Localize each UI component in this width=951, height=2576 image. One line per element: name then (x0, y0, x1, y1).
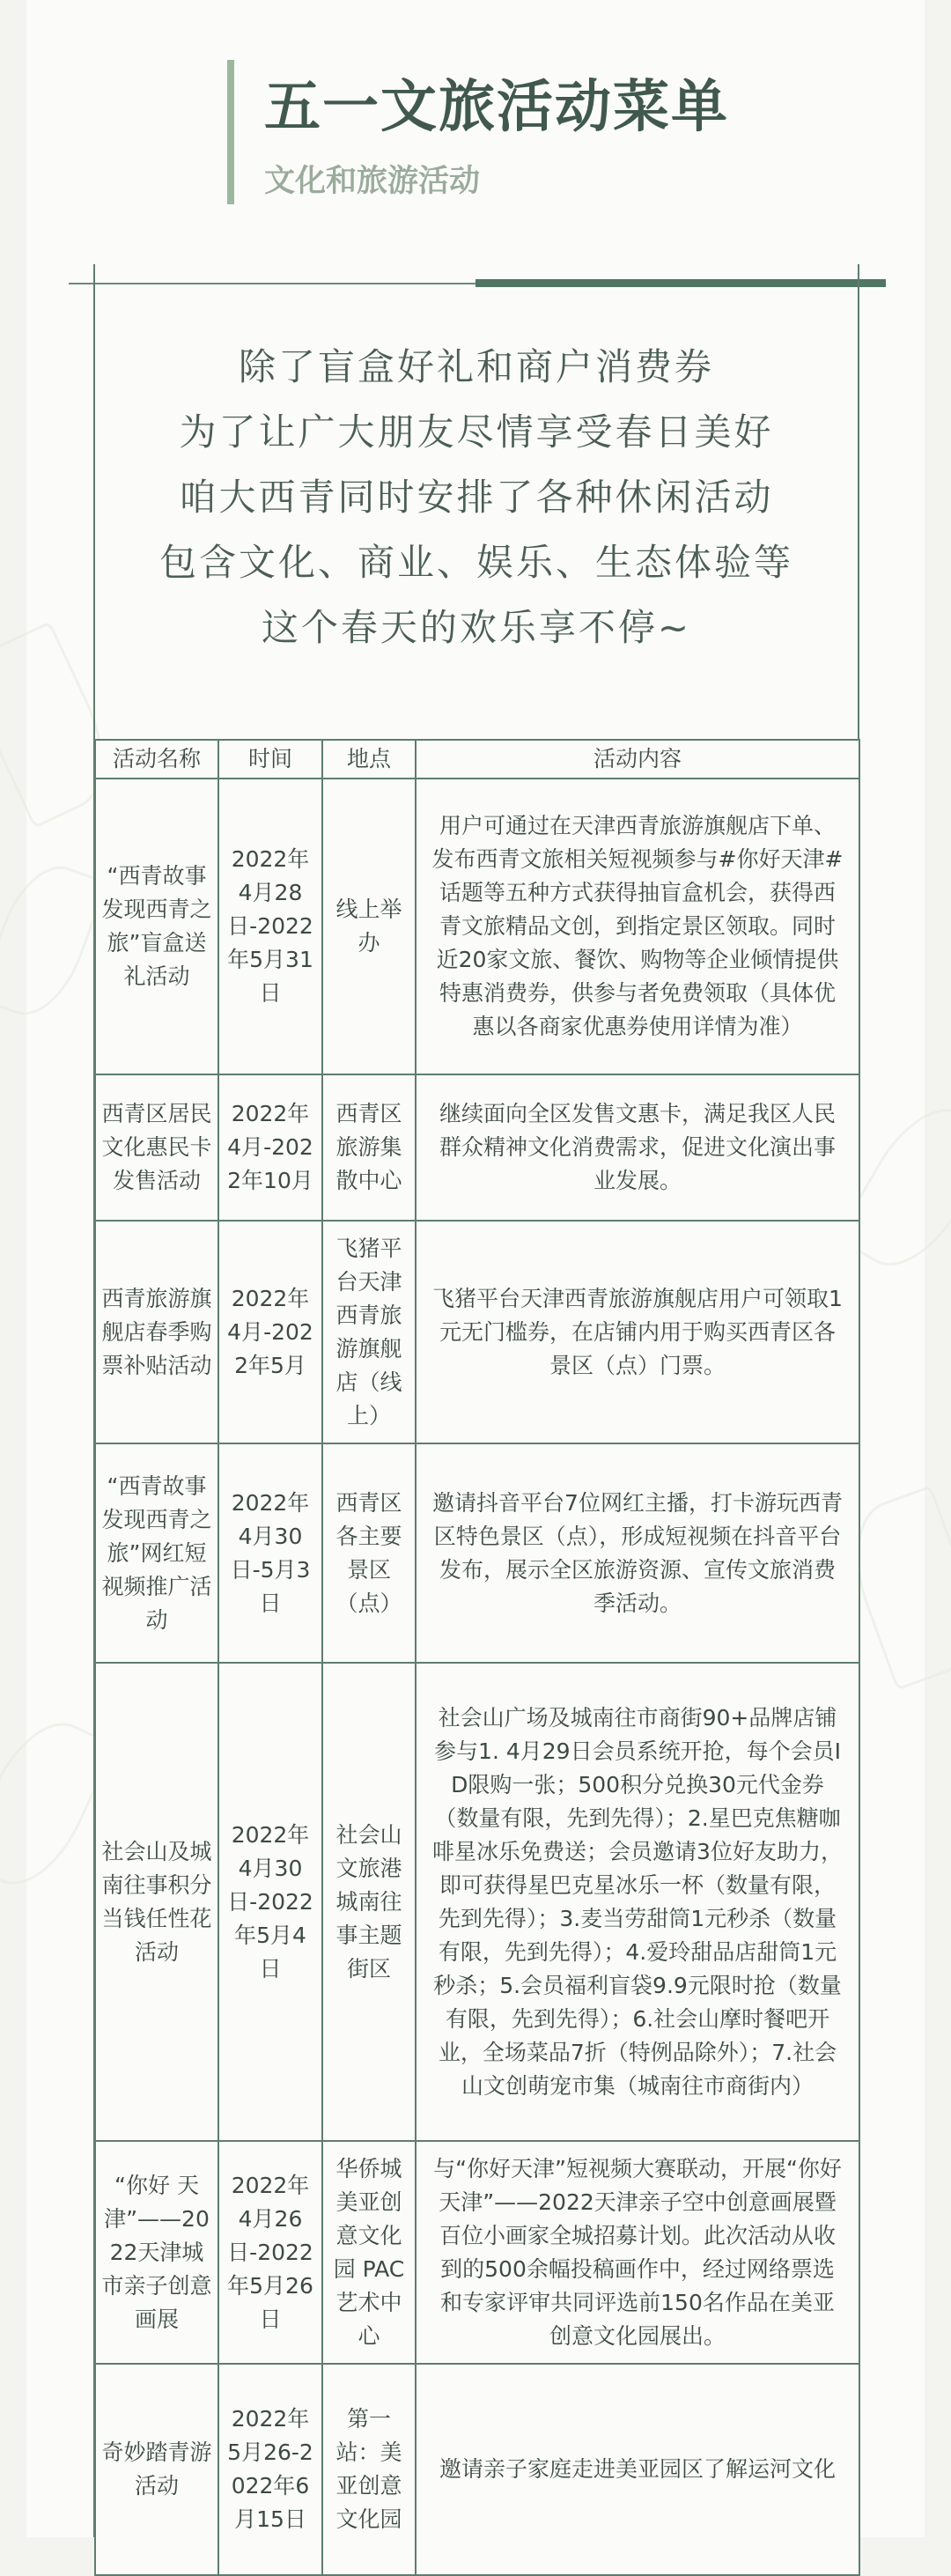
event-content-cell: 邀请亲子家庭走进美亚园区了解运河文化 (416, 2364, 859, 2575)
column-header-time: 时间 (218, 740, 322, 779)
table-header-row (95, 740, 859, 779)
event-name-cell: 奇妙踏青游活动 (95, 2364, 218, 2575)
event-time-cell: 2022年4月28日-2022年5月31日 (218, 779, 322, 1074)
event-place-cell: 社会山文旅港城南往事主题街区 (322, 1663, 416, 2141)
page-subtitle: 文化和旅游活动 (264, 164, 481, 199)
event-content-cell: 用户可通过在天津西青旅游旗舰店下单、发布西青文旅相关短视频参与#你好天津#话题等五种方式获得抽盲盒机会，获得西青文旅精品文创，到指定景区领取。同时近20家文旅、餐饮、购物等企业倾情提供特惠消费券，供参与者免费领取（具体优惠以各商家优惠券使用详情为准） (416, 779, 859, 1074)
event-place-cell: 华侨城美亚创意文化园 PAC艺术中心 (322, 2141, 416, 2364)
event-name-cell: 西青旅游旗舰店春季购票补贴活动 (95, 1221, 218, 1443)
table-row (95, 1074, 859, 1221)
title-accent-bar (227, 60, 234, 204)
table-row (95, 1443, 859, 1663)
table-row (95, 1663, 859, 2141)
table-row (95, 779, 859, 1074)
event-time-cell: 2022年4月-2022年10月 (218, 1074, 322, 1221)
event-name-cell: 社会山及城南往事积分当钱任性花活动 (95, 1663, 218, 2141)
event-name-cell: 西青区居民文化惠民卡发售活动 (95, 1074, 218, 1221)
event-place-cell: 西青区各主要景区（点） (322, 1443, 416, 1663)
event-name-cell: “西青故事 发现西青之旅”网红短视频推广活动 (95, 1443, 218, 1663)
intro-text (95, 335, 858, 661)
event-time-cell: 2022年5月26-2022年6月15日 (218, 2364, 322, 2575)
table-row (95, 2364, 859, 2575)
column-header-place: 地点 (322, 740, 416, 779)
leaf-decoration (0, 853, 108, 1028)
event-name-cell: “西青故事 发现西青之旅”盲盒送礼活动 (95, 779, 218, 1074)
intro-line: 咱大西青同时安排了各种休闲活动 (179, 476, 774, 519)
event-place-cell: 西青区旅游集散中心 (322, 1074, 416, 1221)
intro-line: 为了让广大朋友尽情享受春日美好 (179, 410, 774, 454)
intro-line: 这个春天的欢乐享不停~ (261, 606, 692, 649)
page-title: 五一文旅活动菜单 (264, 75, 729, 140)
event-content-cell: 与“你好天津”短视频大赛联动，开展“你好天津”——2022天津亲子空中创意画展暨百位小画家全城招募计划。此次活动从收到的500余幅投稿画作中，经过网络票选和专家评审共同评选前150名作品在美亚创意文化园展出。 (416, 2141, 859, 2364)
events-table (94, 739, 860, 2576)
column-header-content: 活动内容 (416, 740, 859, 779)
event-content-cell: 社会山广场及城南往市商街90+品牌店铺参与1. 4月29日会员系统开抢，每个会员ID限购一张；500积分兑换30元代金券（数量有限，先到先得）；2.星巴克焦糖咖啡星冰乐免费送；会员邀请3位好友助力，即可获得星巴克星冰乐一杯（数量有限，先到先得）；3.麦当劳甜筒1元秒杀（数量有限，先到先得）；4.爱玲甜品店甜筒1元秒杀；5.会员福利盲袋9.9元限时抢（数量有限，先到先得）；6.社会山摩时餐吧开业，全场菜品7折（特例品除外）；7.社会山文创萌宠市集（城南往市商街内） (416, 1663, 859, 2141)
event-time-cell: 2022年4月30日-5月3日 (218, 1443, 322, 1663)
event-name-cell: “你好 天津”——2022天津城市亲子创意画展 (95, 2141, 218, 2364)
intro-line: 包含文化、商业、娱乐、生态体验等 (158, 541, 793, 584)
event-content-cell: 飞猪平台天津西青旅游旗舰店用户可领取1元无门槛券，在店铺内用于购买西青区各景区（点）门票。 (416, 1221, 859, 1443)
event-content-cell: 继续面向全区发售文惠卡，满足我区人民群众精神文化消费需求，促进文化演出事业发展。 (416, 1074, 859, 1221)
event-time-cell: 2022年4月26日-2022年5月26日 (218, 2141, 322, 2364)
column-header-name: 活动名称 (95, 740, 218, 779)
intro-line: 除了盲盒好礼和商户消费券 (238, 345, 714, 388)
event-place-cell: 线上举办 (322, 779, 416, 1074)
event-time-cell: 2022年4月-2022年5月 (218, 1221, 322, 1443)
table-row (95, 2141, 859, 2364)
event-time-cell: 2022年4月30日-2022年5月4日 (218, 1663, 322, 2141)
event-place-cell: 飞猪平台天津西青旅游旗舰店（线上） (322, 1221, 416, 1443)
event-place-cell: 第一站：美亚创意文化园 (322, 2364, 416, 2575)
table-row (95, 1221, 859, 1443)
event-content-cell: 邀请抖音平台7位网红主播，打卡游玩西青区特色景区（点），形成短视频在抖音平台发布，展示全区旅游资源、宣传文旅消费季活动。 (416, 1443, 859, 1663)
